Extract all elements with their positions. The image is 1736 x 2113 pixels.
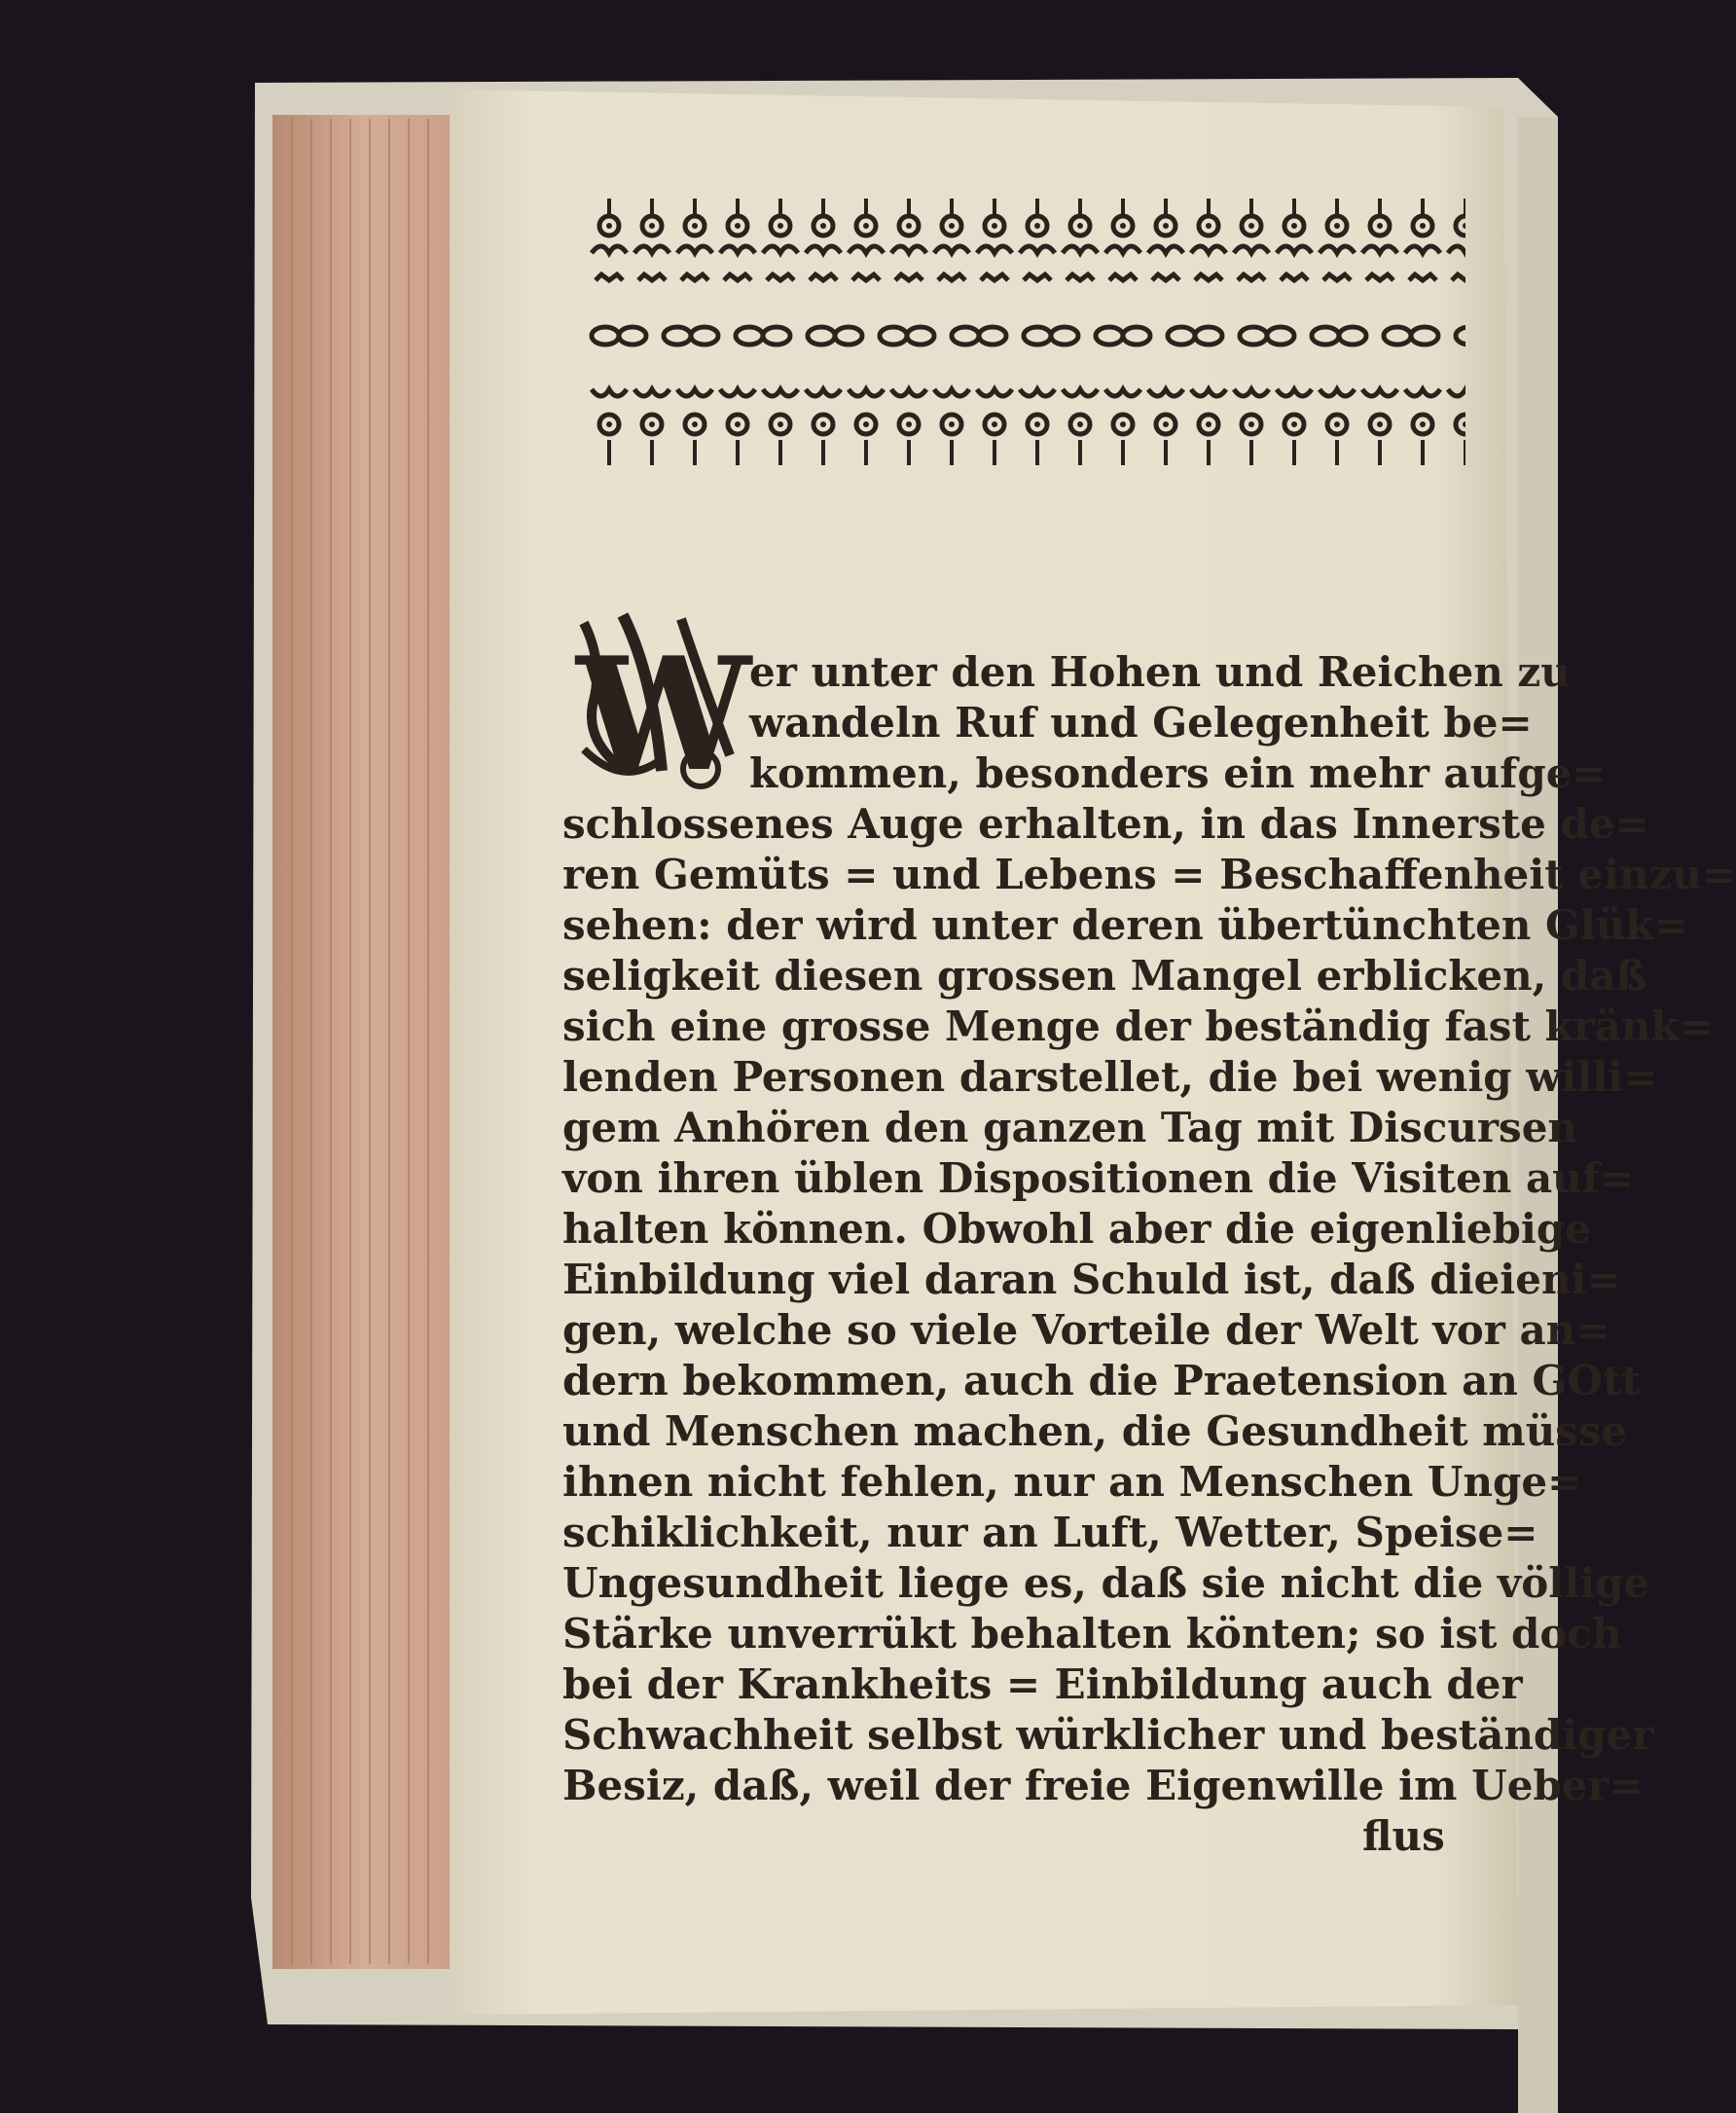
catchword: flus <box>1362 1812 1445 1860</box>
text-line: Ungesundheit liege es, daß sie nicht die völlige <box>562 1559 1650 1607</box>
text-line: schlossenes Auge erhalten, in das Innerste de= <box>562 800 1649 848</box>
text-line: ren Gemüts = und Lebens = Beschaffenheit einzu= <box>562 851 1736 898</box>
drop-cap-letter: W <box>576 623 751 806</box>
text-line: gen, welche so viele Vorteile der Welt vor an= <box>562 1306 1610 1354</box>
text-line: sehen: der wird unter deren übertünchten Glük= <box>562 901 1688 949</box>
text-line: halten können. Obwohl aber die eigenliebige <box>562 1205 1591 1253</box>
text-line: lenden Personen darstellet, die bei wenig willi= <box>562 1053 1658 1101</box>
text-line: dern bekommen, auch die Praetension an GOtt <box>562 1357 1641 1404</box>
text-line: sich eine grosse Menge der beständig fast kränk= <box>562 1002 1714 1050</box>
text-line: Besiz, daß, weil der freie Eigenwille im Ueber= <box>562 1762 1644 1809</box>
text-line: Schwachheit selbst würklicher und beständiger <box>562 1711 1654 1759</box>
text-line: bei der Krankheits = Einbildung auch der <box>562 1660 1523 1708</box>
text-line: und Menschen machen, die Gesundheit müsse <box>562 1407 1628 1455</box>
text-line: er unter den Hohen und Reichen zu <box>749 648 1571 696</box>
text-line: Stärke unverrükt behalten könten; so ist doch <box>562 1610 1622 1658</box>
text-line: kommen, besonders ein mehr aufge= <box>749 749 1607 797</box>
text-line: seligkeit diesen grossen Mangel erblicken, daß <box>562 952 1647 1000</box>
text-line: von ihren üblen Dispositionen die Visiten auf= <box>562 1154 1634 1202</box>
text-line: Einbildung viel daran Schuld ist, daß dieieni= <box>562 1256 1621 1303</box>
text-line: gem Anhören den ganzen Tag mit Discursen <box>562 1104 1577 1151</box>
text-line: ihnen nicht fehlen, nur an Menschen Unge= <box>562 1458 1582 1506</box>
text-line: wandeln Ruf und Gelegenheit be= <box>749 699 1533 747</box>
text-line: schiklichkeit, nur an Luft, Wetter, Speise= <box>562 1509 1538 1556</box>
